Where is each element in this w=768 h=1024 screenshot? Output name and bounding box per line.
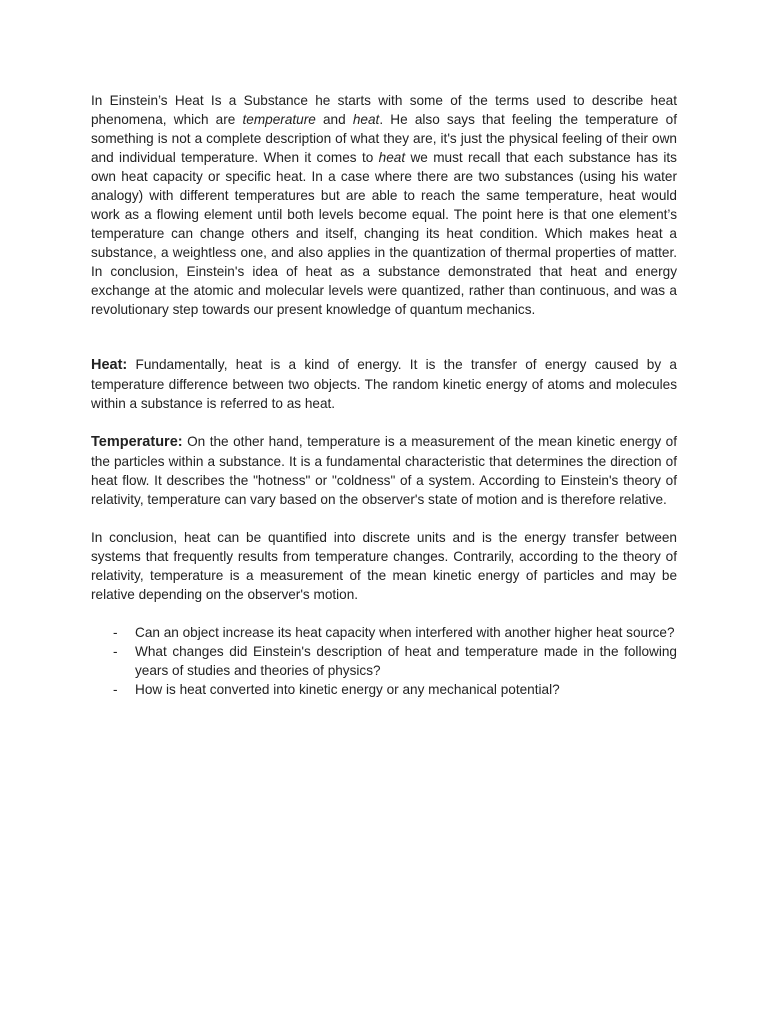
temperature-definition-paragraph <box>91 432 677 509</box>
temperature-term: Temperature: <box>91 434 183 450</box>
questions-list <box>91 623 677 699</box>
heat-term: Heat: <box>91 357 128 373</box>
list-item <box>91 680 677 699</box>
intro-text-3: . He also says that feeling the temperature of something is not a complete description of what they are, it's just the physical feeling of their own and individual temperature. When it comes to <box>91 112 677 165</box>
question-text: What changes did Einstein's description of heat and temperature made in the following years of studies and theories of physics? <box>135 644 677 678</box>
temperature-definition-text: On the other hand, temperature is a measurement of the mean kinetic energy of the particles within a substance. It is a fundamental characteristic that determines the direction of heat flow. It describes the "hotness" or "coldness" of a system. According to Einstein's theory of relativity, temperature can vary based on the observer's state of motion and is therefore relative. <box>91 434 677 507</box>
intro-text-4: we must recall that each substance has its own heat capacity or specific heat. In a case where there are two substances (using his water analogy) with different temperatures but are able to reach the same temperature, heat would work as a flowing element until both levels become equal. The point here is that one element’s temperature can change others and itself, changing its heat condition. Which makes heat a substance, a weightless one, and also applies in the quantization of thermal properties of matter. In conclusion, Einstein's idea of heat as a substance demonstrated that heat and energy exchange at the atomic and molecular levels were quantized, rather than continuous, and was a revolutionary step towards our present knowledge of quantum mechanics. <box>91 150 677 317</box>
question-text: Can an object increase its heat capacity when interfered with another higher heat source? <box>135 625 675 640</box>
heat-definition-paragraph <box>91 355 677 413</box>
intro-emphasis-heat: heat <box>352 112 380 127</box>
document-page <box>91 91 677 699</box>
intro-text-2: and <box>315 112 353 127</box>
list-item <box>91 623 677 642</box>
intro-emphasis-temperature: temperature <box>242 112 316 127</box>
intro-paragraph <box>91 91 677 319</box>
question-text: How is heat converted into kinetic energy or any mechanical potential? <box>135 682 560 697</box>
conclusion-paragraph: In conclusion, heat can be quantified into discrete units and is the energy transfer between systems that frequently results from temperature changes. Contrarily, according to the theory of relativity, temperature is a measurement of the mean kinetic energy of particles and may be relative depending on the observer's motion. <box>91 530 677 602</box>
list-bullet: - <box>113 682 118 697</box>
list-item <box>91 642 677 680</box>
list-bullet: - <box>113 625 118 640</box>
intro-text-1: In Einstein’s Heat Is a Substance he starts with some of the terms used to describe heat phenomena, which are <box>91 93 677 127</box>
intro-emphasis-heat-2: heat <box>378 150 406 165</box>
heat-definition-text: Fundamentally, heat is a kind of energy. It is the transfer of energy caused by a temperature difference between two objects. The random kinetic energy of atoms and molecules within a substance is referred to as heat. <box>91 357 677 411</box>
list-bullet: - <box>113 644 118 659</box>
